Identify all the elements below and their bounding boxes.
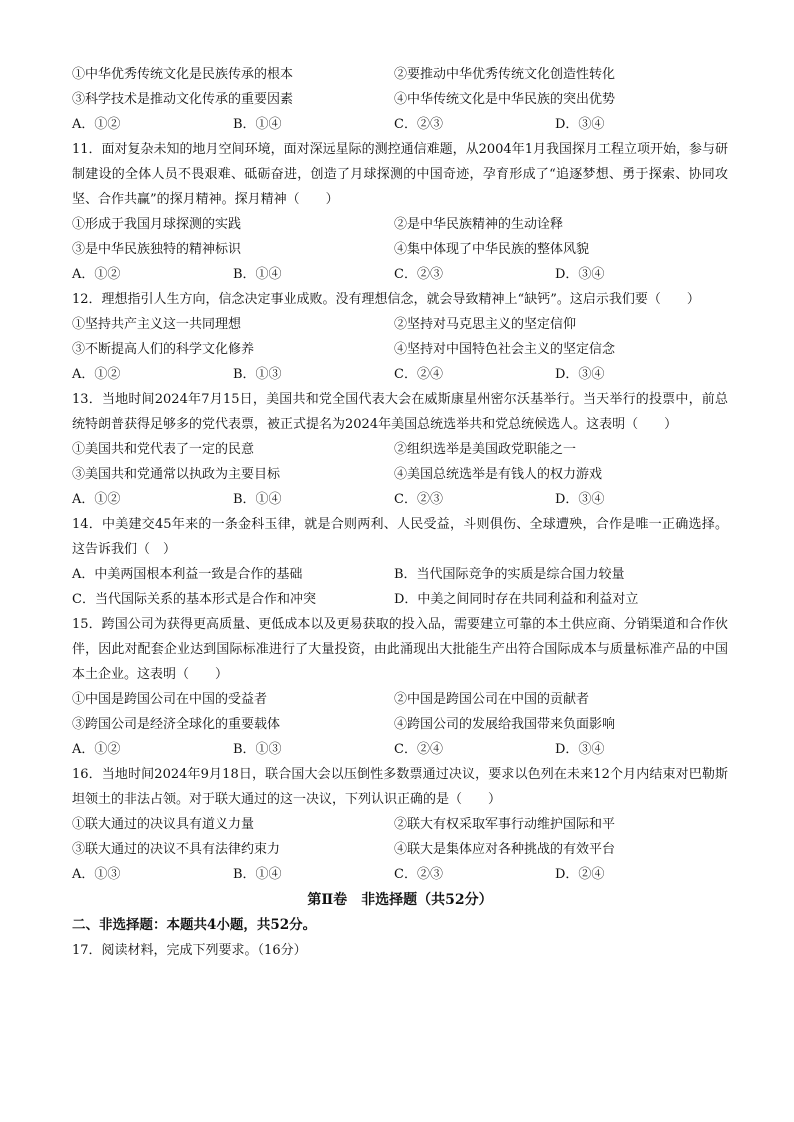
q11-choices — [72, 262, 728, 287]
q10-options-row-1 — [72, 62, 728, 87]
q13-choice-a: A．①② — [72, 492, 121, 507]
q10-options-row-2 — [72, 87, 728, 112]
q12-choice-a: A．①② — [72, 367, 121, 382]
part-heading: 二、非选择题：本题共4小题，共52分。 — [72, 917, 317, 933]
q16-option-2: ②联大有权采取军事行动维护国际和平 — [394, 817, 616, 832]
q11-choice-c: C．②③ — [394, 267, 443, 282]
q15-stem: 15．跨国公司为获得更高质量、更低成本以及更易获取的投入品，需要建立可靠的本土供应商、分销渠道和合作伙伴，因此对配套企业达到国际标准进行了大量投资，由此涌现出大批能生产出符合国际成本与质量标准产品的中国本土企业。这表明（ ） — [72, 617, 728, 682]
q12-option-1: ①坚持共产主义这一共同理想 — [72, 317, 242, 332]
q12-option-2: ②坚持对马克思主义的坚定信仰 — [394, 317, 577, 332]
q16-option-3: ③联大通过的决议不具有法律约束力 — [72, 842, 281, 857]
q14-choice-d: D．中美之间同时存在共同利益和利益对立 — [394, 592, 639, 607]
q13-choice-d: D．③④ — [555, 492, 605, 507]
q13-option-1: ①美国共和党代表了一定的民意 — [72, 442, 255, 457]
q15-choice-d: D．③④ — [555, 742, 605, 757]
q11-option-1: ①形成于我国月球探测的实践 — [72, 217, 242, 232]
q15-options-row-1 — [72, 687, 728, 712]
q11-options-row-2 — [72, 237, 728, 262]
q11-choice-d: D．③④ — [555, 267, 605, 282]
q15-choice-c: C．②④ — [394, 742, 443, 757]
q14-stem: 14．中美建交45年来的一条金科玉律，就是合则两利、人民受益，斗则俱伤、全球遭殃，合作是唯一正确选择。这告诉我们（ ） — [72, 517, 728, 557]
q11-option-2: ②是中华民族精神的生动诠释 — [394, 217, 564, 232]
q16-options-row-2 — [72, 837, 728, 862]
q16-choice-b: B．①④ — [233, 867, 282, 882]
q12-choices — [72, 362, 728, 387]
q12-choice-b: B．①③ — [233, 367, 282, 382]
q16-option-4: ④联大是集体应对各种挑战的有效平台 — [394, 842, 616, 857]
q15-choice-a: A．①② — [72, 742, 121, 757]
q12-stem: 12．理想指引人生方向，信念决定事业成败。没有理想信念，就会导致精神上“缺钙”。这启示我们要（ ） — [72, 292, 700, 307]
exam-page — [72, 62, 728, 963]
q16-choice-a: A．①③ — [72, 867, 121, 882]
q16-choice-d: D．②④ — [555, 867, 605, 882]
q15-option-3: ③跨国公司是经济全球化的重要载体 — [72, 717, 281, 732]
q15-option-1: ①中国是跨国公司在中国的受益者 — [72, 692, 268, 707]
q12-option-3: ③不断提高人们的科学文化修养 — [72, 342, 255, 357]
q13-choice-b: B．①④ — [233, 492, 282, 507]
q12-choice-c: C．②④ — [394, 367, 443, 382]
q12-options-row-1 — [72, 312, 728, 337]
q17-stem: 17．阅读材料，完成下列要求。（16分） — [72, 943, 307, 958]
q13-option-3: ③美国共和党通常以执政为主要目标 — [72, 467, 281, 482]
q13-choice-c: C．②③ — [394, 492, 443, 507]
q10-choice-c: C．②③ — [394, 117, 443, 132]
q16-choices — [72, 862, 728, 887]
q10-choices — [72, 112, 728, 137]
q15-option-2: ②中国是跨国公司在中国的贡献者 — [394, 692, 590, 707]
q15-choices — [72, 737, 728, 762]
section-title: 第Ⅱ卷 非选择题（共52分） — [307, 892, 493, 908]
q13-choices — [72, 487, 728, 512]
q16-stem: 16．当地时间2024年9月18日，联合国大会以压倒性多数票通过决议，要求以色列在未来12个月内结束对巴勒斯坦领土的非法占领。对于联大通过的这一决议，下列认识正确的是（ ） — [72, 767, 728, 807]
q13-option-4: ④美国总统选举是有钱人的权力游戏 — [394, 467, 603, 482]
q10-choice-b: B．①④ — [233, 117, 282, 132]
q16-options-row-1 — [72, 812, 728, 837]
q15-options-row-2 — [72, 712, 728, 737]
q12-option-4: ④坚持对中国特色社会主义的坚定信念 — [394, 342, 616, 357]
q11-options-row-1 — [72, 212, 728, 237]
q11-choice-a: A．①② — [72, 267, 121, 282]
q13-options-row-2 — [72, 462, 728, 487]
q10-option-1: ①中华优秀传统文化是民族传承的根本 — [72, 67, 294, 82]
q14-choices-row-1 — [72, 562, 728, 587]
q11-option-4: ④集中体现了中华民族的整体风貌 — [394, 242, 590, 257]
q10-choice-d: D．③④ — [555, 117, 605, 132]
q13-stem: 13．当地时间2024年7月15日，美国共和党全国代表大会在威斯康星州密尔沃基举行。当天举行的投票中，前总统特朗普获得足够多的党代表票，被正式提名为2024年美国总统选举共和党总统候选人。这表明（ ） — [72, 392, 728, 432]
q10-option-3: ③科学技术是推动文化传承的重要因素 — [72, 92, 294, 107]
q16-choice-c: C．②③ — [394, 867, 443, 882]
q14-choice-b: B．当代国际竞争的实质是综合国力较量 — [394, 567, 625, 582]
q11-option-3: ③是中华民族独特的精神标识 — [72, 242, 242, 257]
q12-options-row-2 — [72, 337, 728, 362]
q15-option-4: ④跨国公司的发展给我国带来负面影响 — [394, 717, 616, 732]
q13-option-2: ②组织选举是美国政党职能之一 — [394, 442, 577, 457]
q14-choice-a: A．中美两国根本利益一致是合作的基础 — [72, 567, 303, 582]
q10-choice-a: A．①② — [72, 117, 121, 132]
q10-option-4: ④中华传统文化是中华民族的突出优势 — [394, 92, 616, 107]
q10-option-2: ②要推动中华优秀传统文化创造性转化 — [394, 67, 616, 82]
q13-options-row-1 — [72, 437, 728, 462]
q16-option-1: ①联大通过的决议具有道义力量 — [72, 817, 255, 832]
q11-choice-b: B．①④ — [233, 267, 282, 282]
q15-choice-b: B．①③ — [233, 742, 282, 757]
q11-stem: 11．面对复杂未知的地月空间环境，面对深远星际的测控通信难题，从2004年1月我国探月工程立项开始，参与研制建设的全体人员不畏艰难、砥砺奋进，创造了月球探测的中国奇迹，孕育形成了“追逐梦想、勇于探索、协同攻坚、合作共赢”的探月精神。探月精神（ ） — [72, 142, 728, 207]
q14-choice-c: C．当代国际关系的基本形式是合作和冲突 — [72, 592, 316, 607]
q12-choice-d: D．③④ — [555, 367, 605, 382]
q14-choices-row-2 — [72, 587, 728, 612]
